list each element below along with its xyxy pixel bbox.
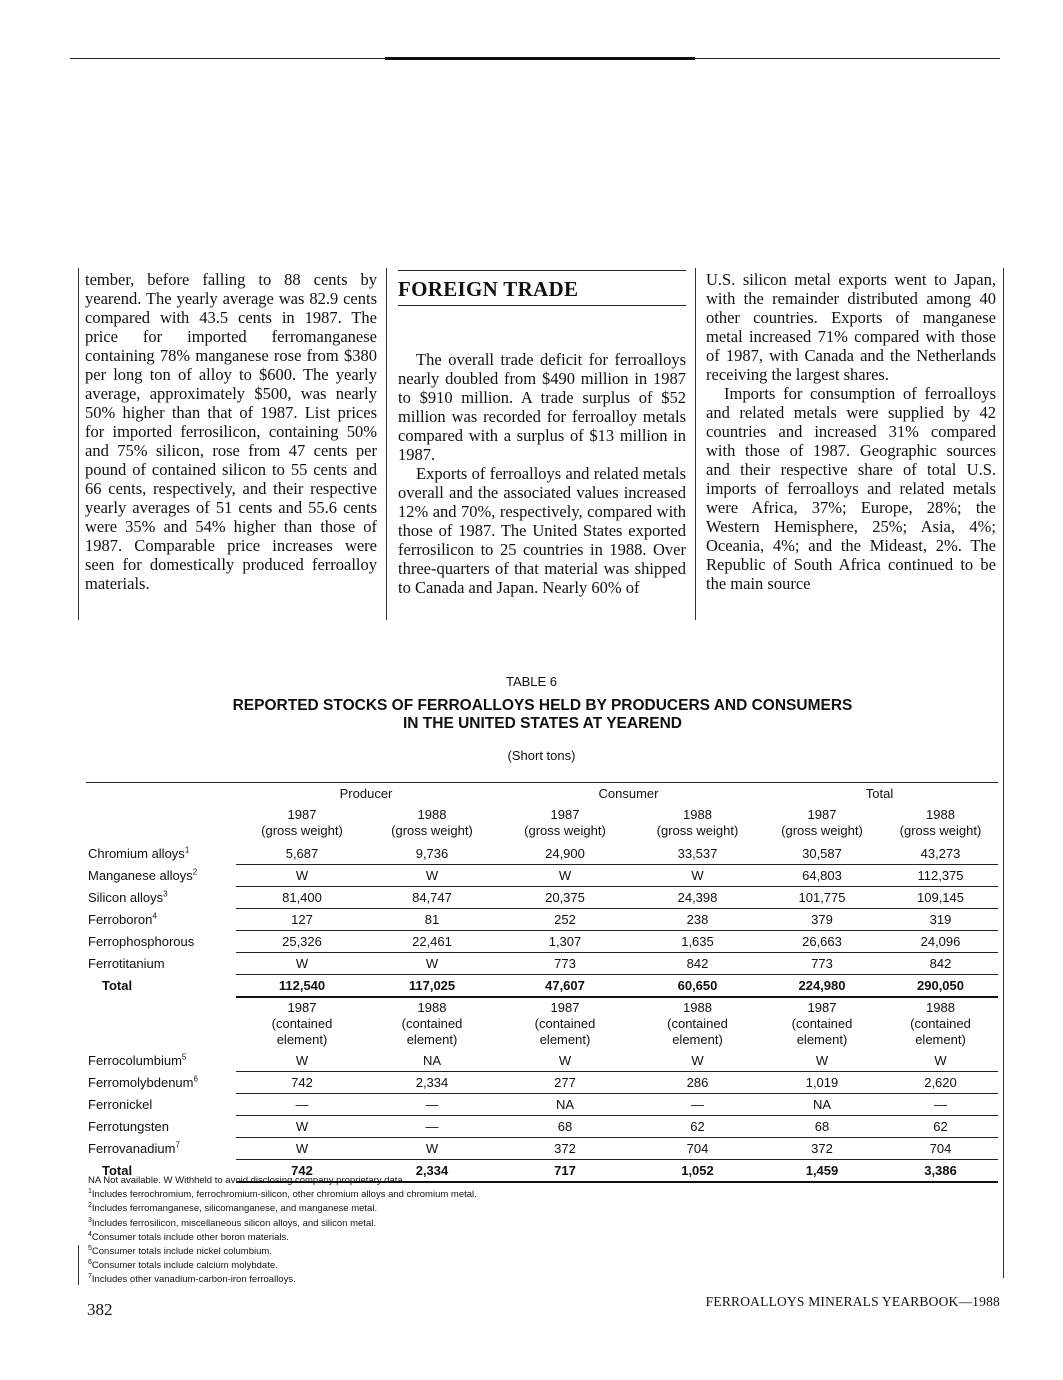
table-cell: 112,375: [883, 865, 998, 887]
column-rule-left: [78, 268, 79, 620]
table-cell: 20,375: [496, 887, 634, 909]
table-footnotes: [88, 1174, 477, 1288]
footnote-marker: 6: [193, 1074, 198, 1084]
table-cell: W: [236, 865, 368, 887]
row-label-text: Ferrovanadium: [88, 1141, 176, 1156]
header-basis: element): [796, 1032, 848, 1047]
footnote-marker: 4: [88, 1230, 92, 1238]
header-basis: (gross weight): [656, 823, 739, 838]
header-year: 1988: [417, 807, 447, 822]
header-year: 1988: [683, 807, 712, 822]
column-header: [496, 803, 634, 843]
table-cell: 5,687: [236, 843, 368, 865]
total-cell: 224,980: [761, 975, 883, 998]
table-row: [86, 931, 998, 953]
paragraph: U.S. silicon metal exports went to Japan, with the remainder distributed among 40 other countries. Exports of manganese metal increased 71% compared with those of 1987, with Canada and the Netherlands receiving the largest shares.: [706, 270, 996, 384]
paragraph: tember, before falling to 88 cents by yearend. The yearly average was 82.9 cents compared with 43.5 cents in 1987. The price for imported ferromanganese containing 78% manganese rose from $380 per long ton of alloy to $600. The yearly average, approximately $500, was nearly 50% higher than that of 1987. List prices for imported ferrosilicon, containing 50% and 75% silicon, rose from 47 cents per pound of contained silicon to 55 cents and 66 cents, respectively, and their respective yearly averages of 51 cents and 55.6 cents were 35% and 54% higher than those of 1987. Comparable price increases were seen for domestically produced ferroalloy materials.: [85, 270, 377, 593]
header-year: 1988: [926, 1000, 955, 1015]
table-cell: 25,326: [236, 931, 368, 953]
table-cell: 1,019: [761, 1072, 883, 1094]
table-cell: 372: [496, 1138, 634, 1160]
row-label: Total: [102, 978, 133, 994]
table-row: [86, 909, 998, 931]
total-cell: 3,386: [883, 1160, 998, 1183]
footnote-marker: 2: [192, 867, 198, 877]
footnote-text: Consumer totals include other boron materials.: [91, 1231, 289, 1243]
row-label: [86, 1138, 236, 1160]
footnote: [88, 1217, 477, 1231]
table-cell: 101,775: [761, 887, 883, 909]
table-cell: 1,307: [496, 931, 634, 953]
table-title: [0, 697, 1063, 733]
total-cell: 112,540: [236, 975, 368, 998]
table-cell: NA: [368, 1050, 496, 1072]
footnote: [88, 1202, 477, 1216]
contained-element-rows: [86, 1050, 998, 1182]
total-cell: 742: [236, 1160, 368, 1183]
table-row: [86, 887, 998, 909]
footnote-marker: 3: [163, 889, 168, 899]
column-header: [236, 803, 368, 843]
table-cell: 81,400: [236, 887, 368, 909]
column-header: [761, 803, 883, 843]
group-header-consumer: Consumer: [496, 783, 761, 804]
footnote-legend: NA Not available. W Withheld to avoid disclosing company proprietary data.: [88, 1175, 406, 1186]
table-cell: W: [236, 1138, 368, 1160]
header-basis: (contained: [791, 1016, 853, 1031]
table-cell: 81: [368, 909, 496, 931]
table-cell: —: [634, 1094, 761, 1116]
paragraph: Imports for consumption of ferroalloys and related metals were supplied by 42 countries and increased 31% compared with those of 1987. Geographic sources and their respective share of total U.S. imports of ferroalloys and related metals were Africa, 37%; Europe, 28%; the Western Hemisphere, 25%; Asia, 4%; Oceania, 4%; and the Mideast, 2%. The Republic of South Africa continued to be the main source: [706, 384, 996, 593]
table-cell: 22,461: [368, 931, 496, 953]
row-label: [86, 843, 236, 865]
table-cell: 68: [496, 1116, 634, 1138]
row-label-text: Chromium alloys: [88, 846, 185, 862]
table-row: [86, 865, 998, 887]
header-basis: (gross weight): [524, 823, 606, 838]
row-label-text: Ferronickel: [88, 1097, 153, 1112]
table-total-row: [86, 975, 998, 998]
table-cell: 1,635: [634, 931, 761, 953]
table-cell: 238: [634, 909, 761, 931]
column-header: [368, 997, 496, 1050]
row-label: [86, 909, 236, 931]
table-cell: 109,145: [883, 887, 998, 909]
stocks-table: [86, 782, 998, 1183]
table-title-line: REPORTED STOCKS OF FERROALLOYS HELD BY PRODUCERS AND CONSUMERS: [232, 697, 853, 714]
table-cell: —: [883, 1094, 998, 1116]
total-cell: 717: [496, 1160, 634, 1183]
row-label: [86, 1116, 236, 1138]
table-row: [86, 1116, 998, 1138]
header-year: 1988: [683, 1000, 712, 1015]
header-basis: element): [539, 1032, 591, 1047]
row-label-text: Ferrotitanium: [88, 956, 165, 971]
row-label-text: Ferroboron: [88, 912, 153, 927]
table-row: [86, 1138, 998, 1160]
row-label-text: Silicon alloys: [88, 890, 164, 905]
header-basis: (contained: [271, 1016, 333, 1031]
column-header: [496, 997, 634, 1050]
footnote-marker: 1: [184, 845, 190, 855]
table-year-header-row: [86, 803, 998, 843]
row-label-text: Manganese alloys: [88, 868, 193, 883]
table-group-header-row: [86, 783, 998, 804]
table-cell: 742: [236, 1072, 368, 1094]
row-label: [86, 1094, 236, 1116]
column-rule-1-2: [386, 268, 387, 620]
table-cell: 842: [883, 953, 998, 975]
table-cell: 704: [883, 1138, 998, 1160]
header-basis: (contained: [534, 1016, 596, 1031]
header-year: 1987: [287, 807, 317, 822]
table-cell: 286: [634, 1072, 761, 1094]
header-basis: (gross weight): [899, 823, 982, 838]
row-label: Total: [102, 1163, 133, 1179]
footnote-text: Includes other vanadium-carbon-iron ferroalloys.: [91, 1274, 296, 1286]
footnote-marker: 6: [88, 1259, 92, 1267]
footnote-text: Consumer totals include nickel columbium.: [91, 1246, 272, 1258]
table-cell: 379: [761, 909, 883, 931]
table-cell: W: [368, 953, 496, 975]
row-label-text: Ferrocolumbium: [88, 1053, 182, 1069]
section-rule-bottom: [398, 305, 686, 306]
row-label: [86, 887, 236, 909]
table-cell: 2,620: [883, 1072, 998, 1094]
table-cell: 252: [496, 909, 634, 931]
table-cell: 68: [761, 1116, 883, 1138]
page-number: 382: [87, 1300, 113, 1319]
footnote-text: Consumer totals include calcium molybdate.: [91, 1260, 278, 1272]
total-cell: 47,607: [496, 975, 634, 998]
row-label: [86, 1072, 236, 1094]
header-year: 1987: [807, 1000, 837, 1015]
table-cell: W: [634, 865, 761, 887]
text-column-2: [398, 270, 686, 597]
text-column-1: [85, 270, 377, 593]
footnote-marker: 1: [88, 1188, 92, 1196]
column-rule-right: [1003, 268, 1004, 1278]
gross-weight-rows: [86, 843, 998, 997]
footnote-marker: 7: [88, 1273, 92, 1281]
table-row: [86, 1050, 998, 1072]
footnote-marker: 2: [88, 1202, 92, 1210]
table-cell: 26,663: [761, 931, 883, 953]
total-cell: 2,334: [368, 1160, 496, 1183]
table-cell: 773: [496, 953, 634, 975]
paragraph: Exports of ferroalloys and related metals overall and the associated values increased 12% and 70%, respectively, compared with those of 1987. The United States exported ferrosilicon to 25 countries in 1988. Over three-quarters of that material was shipped to Canada and Japan. Nearly 60% of: [398, 464, 686, 597]
table-cell: W: [368, 865, 496, 887]
header-basis: element): [672, 1032, 723, 1047]
table-cell: W: [634, 1050, 761, 1072]
total-cell: 117,025: [368, 975, 496, 998]
table-cell: —: [236, 1094, 368, 1116]
table-row: [86, 1072, 998, 1094]
row-label-text: Ferrophosphorous: [88, 934, 195, 949]
table-cell: 24,096: [883, 931, 998, 953]
total-cell: 290,050: [883, 975, 998, 998]
table-cell: NA: [761, 1094, 883, 1116]
footnote: [88, 1273, 477, 1287]
section-rule-top: [398, 270, 686, 271]
table-contained-header-row: [86, 997, 998, 1050]
header-year: 1987: [287, 1000, 317, 1015]
table-row: [86, 843, 998, 865]
table-cell: 372: [761, 1138, 883, 1160]
table-row: [86, 1094, 998, 1116]
table-cell: W: [236, 953, 368, 975]
header-basis: (gross weight): [391, 823, 473, 838]
table-cell: W: [496, 1050, 634, 1072]
header-basis: (gross weight): [781, 823, 863, 838]
footnote-marker: 5: [88, 1244, 92, 1252]
group-header-producer: Producer: [236, 783, 496, 804]
row-label-text: Ferrotungsten: [88, 1119, 169, 1134]
header-year: 1988: [926, 807, 955, 822]
footnote-marker: 7: [175, 1140, 180, 1150]
table-cell: W: [761, 1050, 883, 1072]
section-heading: FOREIGN TRADE: [398, 277, 579, 301]
footnote-text: Includes ferrosilicon, miscellaneous silicon alloys, and silicon metal.: [91, 1217, 376, 1229]
column-header: [883, 803, 998, 843]
column-header: [761, 997, 883, 1050]
row-label: [86, 953, 236, 975]
column-header: [634, 997, 761, 1050]
table-cell: 842: [634, 953, 761, 975]
footnote: [88, 1259, 477, 1273]
table-label: TABLE 6: [505, 674, 558, 689]
table-cell: —: [368, 1116, 496, 1138]
footnote: [88, 1231, 477, 1245]
column-header: [368, 803, 496, 843]
table-cell: 24,398: [634, 887, 761, 909]
table-cell: 33,537: [634, 843, 761, 865]
table-cell: W: [236, 1050, 368, 1072]
header-basis: element): [915, 1032, 966, 1047]
footnote-marker: 5: [181, 1052, 187, 1062]
column-header: [883, 997, 998, 1050]
table-cell: 127: [236, 909, 368, 931]
table-cell: W: [368, 1138, 496, 1160]
row-label-text: Ferromolybdenum: [88, 1075, 194, 1090]
row-label: [86, 1050, 236, 1072]
header-year: 1987: [550, 1000, 580, 1015]
row-label: [86, 931, 236, 953]
paragraph: The overall trade deficit for ferroalloys nearly doubled from $490 million in 1987 to $910 million. A trade surplus of $52 million was recorded for ferroalloy metals compared with a surplus of $13 million in 1987.: [398, 350, 686, 464]
column-header: [634, 803, 761, 843]
table-subtitle: (Short tons): [507, 748, 576, 763]
top-rule-accent: [385, 57, 695, 60]
header-basis: (contained: [910, 1016, 971, 1031]
total-cell: 60,650: [634, 975, 761, 998]
table-cell: W: [236, 1116, 368, 1138]
group-header-total: Total: [761, 783, 998, 804]
table-cell: 2,334: [368, 1072, 496, 1094]
footnote-list: [88, 1188, 477, 1287]
header-year: 1987: [807, 807, 837, 822]
footnote: [88, 1245, 477, 1259]
header-basis: (gross weight): [261, 823, 343, 838]
footnote-text: Includes ferrochromium, ferrochromium-silicon, other chromium alloys and chromium metal.: [91, 1189, 477, 1201]
table-cell: 43,273: [883, 843, 998, 865]
table-cell: 319: [883, 909, 998, 931]
table-row: [86, 953, 998, 975]
header-basis: (contained: [667, 1016, 728, 1031]
table-cell: W: [496, 865, 634, 887]
column-rule-2-3: [695, 268, 696, 620]
table-cell: W: [883, 1050, 998, 1072]
table-cell: 64,803: [761, 865, 883, 887]
table-cell: 9,736: [368, 843, 496, 865]
footnote-text: Includes ferromanganese, silicomanganese, and manganese metal.: [91, 1203, 378, 1215]
table-cell: 24,900: [496, 843, 634, 865]
table-cell: 62: [883, 1116, 998, 1138]
running-footer: FERROALLOYS MINERALS YEARBOOK—1988: [705, 1294, 1000, 1309]
header-basis: (contained: [401, 1016, 463, 1031]
table-cell: 704: [634, 1138, 761, 1160]
footnote-marker: 3: [88, 1216, 92, 1224]
table-cell: —: [368, 1094, 496, 1116]
table-cell: NA: [496, 1094, 634, 1116]
total-cell: 1,052: [634, 1160, 761, 1183]
table-cell: 30,587: [761, 843, 883, 865]
table-title-line: IN THE UNITED STATES AT YEAREND: [402, 715, 682, 732]
footnote: [88, 1188, 477, 1202]
header-basis: element): [276, 1032, 328, 1047]
header-basis: element): [406, 1032, 458, 1047]
table-cell: 62: [634, 1116, 761, 1138]
table-cell: 277: [496, 1072, 634, 1094]
column-header: [236, 997, 368, 1050]
header-year: 1987: [550, 807, 580, 822]
total-cell: 1,459: [761, 1160, 883, 1183]
table-cell: 84,747: [368, 887, 496, 909]
table-cell: 773: [761, 953, 883, 975]
footnote-rule-left: [78, 1245, 79, 1285]
header-year: 1988: [417, 1000, 447, 1015]
footnote-marker: 4: [152, 911, 157, 921]
text-column-3: [706, 270, 996, 593]
row-label: [86, 865, 236, 887]
